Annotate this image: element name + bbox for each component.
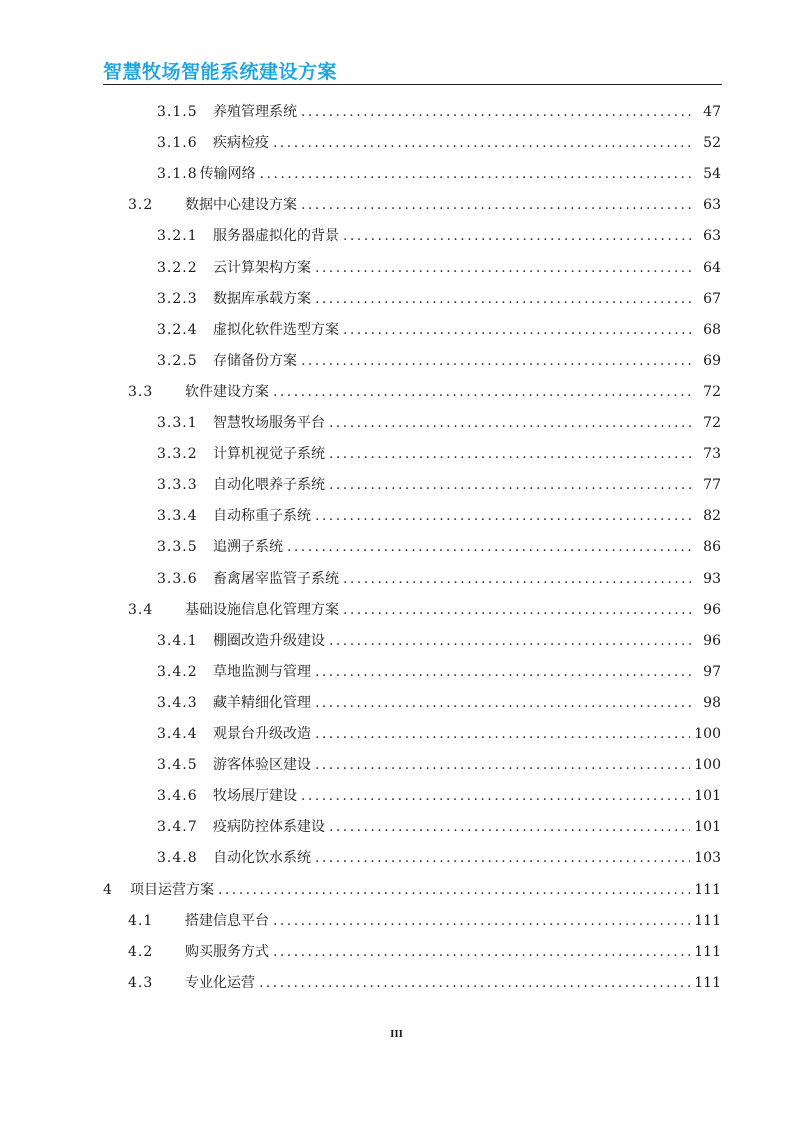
toc-entry-number: 3.2.2 xyxy=(157,259,198,276)
toc-entry-page-number: 96 xyxy=(703,601,721,618)
toc-entry-title: 数据中心建设方案 xyxy=(185,197,297,214)
toc-entry-page-number: 111 xyxy=(694,974,721,991)
toc-entry-page-number: 96 xyxy=(703,632,721,649)
toc-entry-title: 疾病检疫 xyxy=(213,135,269,152)
toc-entry-number: 4.3 xyxy=(128,974,154,991)
toc-entry-page-number: 93 xyxy=(703,570,721,587)
toc-dot-leader xyxy=(273,377,695,408)
page-number: III xyxy=(390,1028,403,1040)
toc-dot-leader xyxy=(343,564,695,595)
toc-entry-title: 数据库承载方案 xyxy=(213,290,311,307)
toc-entry-number: 3.1.6 xyxy=(157,135,198,152)
toc-entry[interactable] xyxy=(157,750,721,781)
toc-entry-number: 3.4.5 xyxy=(157,757,198,774)
toc-entry-page-number: 69 xyxy=(703,352,721,369)
toc-dot-leader xyxy=(301,346,695,377)
toc-entry-number: 3.3 xyxy=(128,383,154,400)
toc-entry-title: 自动称重子系统 xyxy=(213,508,311,525)
toc-dot-leader xyxy=(260,159,695,190)
toc-entry[interactable] xyxy=(157,719,721,750)
toc-entry-number: 3.3.2 xyxy=(157,446,198,463)
toc-entry-number: 3.2.3 xyxy=(157,290,198,307)
toc-entry[interactable] xyxy=(157,657,721,688)
toc-entry-page-number: 111 xyxy=(694,943,721,960)
toc-entry[interactable] xyxy=(157,812,721,843)
toc-entry-title: 存储备份方案 xyxy=(213,352,297,369)
toc-entry-page-number: 97 xyxy=(703,663,721,680)
toc-entry-page-number: 63 xyxy=(703,228,721,245)
toc-entry[interactable] xyxy=(157,315,721,346)
toc-dot-leader xyxy=(343,595,695,626)
toc-entry-page-number: 72 xyxy=(703,415,721,431)
toc-entry-number: 3.2.1 xyxy=(157,228,198,245)
toc-entry-title: 牧场展厅建设 xyxy=(213,788,297,805)
toc-entry[interactable] xyxy=(157,501,721,532)
toc-entry-title: 棚圈改造升级建设 xyxy=(213,632,325,649)
toc-entry-page-number: 54 xyxy=(703,166,721,183)
toc-entry[interactable] xyxy=(128,937,721,968)
toc-entry[interactable] xyxy=(157,470,721,501)
toc-dot-leader xyxy=(301,781,690,812)
toc-entry-page-number: 73 xyxy=(703,446,721,463)
toc-dot-leader xyxy=(273,906,690,937)
toc-dot-leader xyxy=(287,532,695,563)
toc-dot-leader xyxy=(315,501,695,532)
toc-entry-page-number: 72 xyxy=(703,383,721,400)
toc-dot-leader xyxy=(218,875,690,906)
toc-entry-number: 3.3.3 xyxy=(157,477,198,494)
toc-entry-title: 疫病防控体系建设 xyxy=(213,819,325,836)
toc-entry-title: 观景台升级改造 xyxy=(213,726,311,742)
toc-entry-number: 3.4 xyxy=(128,601,154,618)
toc-dot-leader xyxy=(301,190,695,221)
toc-entry[interactable] xyxy=(103,875,721,906)
toc-dot-leader xyxy=(315,688,695,719)
toc-dot-leader xyxy=(329,470,695,501)
toc-entry[interactable] xyxy=(157,221,721,252)
toc-entry-title: 软件建设方案 xyxy=(185,383,269,400)
toc-entry[interactable] xyxy=(157,564,721,595)
toc-entry-title: 智慧牧场服务平台 xyxy=(213,415,325,431)
toc-dot-leader xyxy=(329,439,695,470)
toc-entry-page-number: 103 xyxy=(694,850,721,867)
toc-entry-title: 专业化运营 xyxy=(185,974,255,991)
toc-dot-leader xyxy=(329,626,695,657)
toc-entry-page-number: 101 xyxy=(694,819,721,836)
toc-entry-number: 4 xyxy=(103,881,113,898)
toc-entry-number: 3.1.8 xyxy=(157,166,198,183)
toc-entry[interactable] xyxy=(157,97,721,128)
toc-entry-page-number: 47 xyxy=(703,104,721,120)
toc-dot-leader xyxy=(259,968,690,999)
toc-entry-title: 自动化喂养子系统 xyxy=(213,477,325,494)
toc-entry-page-number: 100 xyxy=(694,726,721,742)
toc-entry-number: 3.4.6 xyxy=(157,788,198,805)
toc-entry-title: 自动化饮水系统 xyxy=(213,850,311,867)
toc-entry[interactable] xyxy=(128,595,721,626)
toc-entry-title: 草地监测与管理 xyxy=(213,663,311,680)
toc-entry[interactable] xyxy=(128,968,721,999)
toc-entry-number: 3.2 xyxy=(128,197,154,214)
toc-entry-page-number: 77 xyxy=(703,477,721,494)
toc-entry-title: 搭建信息平台 xyxy=(185,912,269,929)
toc-entry-number: 3.3.1 xyxy=(157,415,198,431)
toc-dot-leader xyxy=(329,812,690,843)
toc-entry[interactable] xyxy=(157,408,721,439)
toc-entry-number: 3.3.5 xyxy=(157,539,198,556)
toc-dot-leader xyxy=(315,253,695,284)
toc-entry[interactable] xyxy=(157,781,721,812)
toc-dot-leader xyxy=(315,843,690,874)
toc-entry[interactable] xyxy=(157,284,721,315)
toc-entry-page-number: 52 xyxy=(703,135,721,152)
toc-entry-title: 游客体验区建设 xyxy=(213,757,311,774)
toc-entry-title: 云计算架构方案 xyxy=(213,259,311,276)
toc-dot-leader xyxy=(315,750,690,781)
toc-entry-number: 3.2.4 xyxy=(157,321,198,338)
toc-dot-leader xyxy=(273,128,695,159)
toc-entry-page-number: 101 xyxy=(694,788,721,805)
toc-entry-page-number: 82 xyxy=(703,508,721,525)
toc-entry-number: 3.4.7 xyxy=(157,819,198,836)
toc-entry-title: 基础设施信息化管理方案 xyxy=(185,601,339,618)
toc-entry[interactable] xyxy=(157,159,721,190)
toc-entry-number: 3.4.1 xyxy=(157,632,198,649)
toc-entry[interactable] xyxy=(128,190,721,221)
toc-entry-page-number: 111 xyxy=(694,912,721,929)
toc-dot-leader xyxy=(343,221,695,252)
toc-entry-title: 虚拟化软件选型方案 xyxy=(213,321,339,338)
toc-dot-leader xyxy=(301,97,695,128)
toc-entry-number: 3.4.8 xyxy=(157,850,198,867)
toc-entry[interactable] xyxy=(157,128,721,159)
toc-entry-title: 计算机视觉子系统 xyxy=(213,446,325,463)
toc-entry-number: 3.2.5 xyxy=(157,352,198,369)
toc-entry[interactable] xyxy=(157,626,721,657)
toc-entry-number: 3.1.5 xyxy=(157,104,198,120)
toc-entry-title: 养殖管理系统 xyxy=(213,104,297,120)
toc-entry[interactable] xyxy=(128,906,721,937)
toc-entry[interactable] xyxy=(157,532,721,563)
toc-entry-title: 服务器虚拟化的背景 xyxy=(213,228,339,245)
toc-entry-title: 传输网络 xyxy=(199,166,256,183)
toc-entry[interactable] xyxy=(157,253,721,284)
toc-entry-page-number: 111 xyxy=(694,881,721,898)
toc-entry-title: 藏羊精细化管理 xyxy=(213,694,311,711)
toc-entry-number: 3.4.4 xyxy=(157,726,198,742)
toc-entry-title: 项目运营方案 xyxy=(130,881,214,898)
toc-dot-leader xyxy=(315,657,695,688)
toc-dot-leader xyxy=(329,408,695,439)
toc-entry[interactable] xyxy=(157,346,721,377)
toc-dot-leader xyxy=(315,284,695,315)
toc-entry-page-number: 63 xyxy=(703,197,721,214)
toc-entry-title: 畜禽屠宰监管子系统 xyxy=(213,570,339,587)
toc-entry-page-number: 100 xyxy=(694,757,721,774)
toc-entry-page-number: 64 xyxy=(703,259,721,276)
toc-entry-page-number: 68 xyxy=(703,321,721,338)
toc-entry-page-number: 86 xyxy=(703,539,721,556)
toc-entry-number: 4.1 xyxy=(128,912,154,929)
toc-entry-number: 3.3.4 xyxy=(157,508,198,525)
toc-entry-number: 3.4.2 xyxy=(157,663,198,680)
toc-entry-title: 购买服务方式 xyxy=(185,943,269,960)
toc-entry-page-number: 67 xyxy=(703,290,721,307)
toc-entry[interactable] xyxy=(157,439,721,470)
document-header-title: 智慧牧场智能系统建设方案 xyxy=(103,61,338,83)
toc-entry-number: 4.2 xyxy=(128,943,154,960)
toc-dot-leader xyxy=(343,315,695,346)
toc-entry-number: 3.3.6 xyxy=(157,570,198,587)
header-divider xyxy=(103,84,722,85)
toc-dot-leader xyxy=(315,719,690,750)
toc-entry[interactable] xyxy=(157,843,721,874)
toc-dot-leader xyxy=(273,937,690,968)
toc-entry-page-number: 98 xyxy=(703,694,721,711)
toc-entry[interactable] xyxy=(157,688,721,719)
toc-entry-title: 追溯子系统 xyxy=(213,539,283,556)
toc-entry-number: 3.4.3 xyxy=(157,694,198,711)
toc-entry[interactable] xyxy=(128,377,721,408)
